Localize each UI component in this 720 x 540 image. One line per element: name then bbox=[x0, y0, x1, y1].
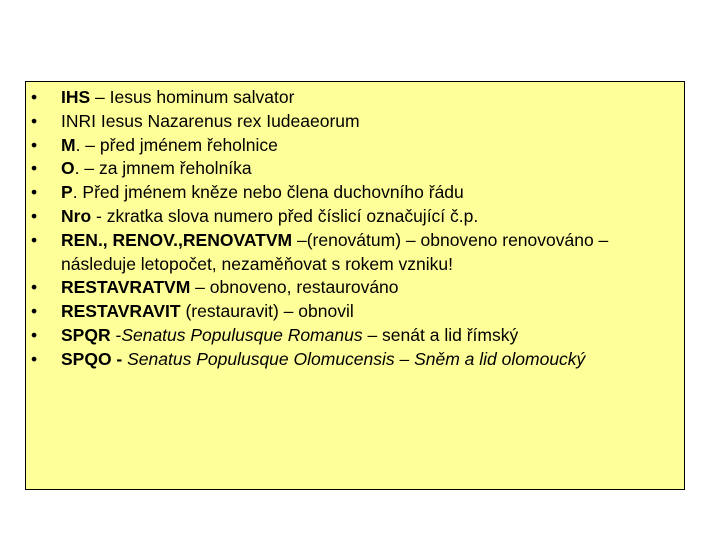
item-term: IHS bbox=[61, 87, 91, 107]
list-item bbox=[26, 348, 684, 372]
bullet-icon: • bbox=[31, 301, 38, 322]
list-item bbox=[26, 229, 684, 277]
item-term: RESTAVRATVM bbox=[61, 277, 191, 298]
item-text: - bbox=[110, 324, 122, 345]
bullet-icon: • bbox=[31, 182, 38, 203]
list-item bbox=[26, 86, 684, 110]
content-box bbox=[25, 81, 685, 490]
item-text: – obnoveno, restaurováno bbox=[190, 277, 399, 298]
list-item bbox=[26, 181, 684, 205]
item-text: – Iesus hominum salvator bbox=[90, 87, 295, 107]
item-term: SPQO - bbox=[61, 348, 128, 369]
list-item bbox=[26, 300, 684, 324]
list-item bbox=[26, 324, 684, 348]
abbreviation-list bbox=[26, 86, 684, 372]
item-term: P bbox=[61, 182, 73, 203]
bullet-icon: • bbox=[31, 324, 38, 345]
bullet-icon: • bbox=[31, 158, 38, 179]
item-term: M bbox=[61, 134, 76, 155]
list-item bbox=[26, 110, 684, 134]
item-text: . – před jménem řeholnice bbox=[75, 134, 278, 155]
bullet-icon: • bbox=[31, 87, 38, 107]
list-item bbox=[26, 157, 684, 181]
item-term: SPQR bbox=[61, 324, 111, 345]
bullet-icon: • bbox=[31, 205, 38, 226]
bullet-icon: • bbox=[31, 348, 38, 369]
list-item bbox=[26, 205, 684, 229]
list-item bbox=[26, 134, 684, 158]
item-text: . Před jménem kněze nebo člena duchovního řádu bbox=[72, 182, 464, 203]
item-text: - zkratka slova numero před číslicí označující č.p. bbox=[91, 205, 479, 226]
item-term: O bbox=[61, 158, 75, 179]
bullet-icon: • bbox=[31, 229, 38, 250]
list-item bbox=[26, 276, 684, 300]
item-latin: Senatus Populusque Olomucensis – Sněm a lid olomoucký bbox=[127, 348, 586, 369]
item-text: INRI Iesus Nazarenus rex Iudeaeorum bbox=[61, 110, 360, 131]
item-latin: Senatus Populusque Romanus bbox=[121, 324, 363, 345]
item-term: RESTAVRAVIT bbox=[61, 301, 181, 322]
item-text: –(renovátum) – obnoveno renovováno – následuje letopočet, nezaměňovat s rokem vzniku! bbox=[61, 229, 609, 274]
item-term: Nro bbox=[61, 205, 92, 226]
item-term: REN., RENOV.,RENOVATVM bbox=[61, 229, 293, 250]
bullet-icon: • bbox=[31, 277, 38, 298]
item-text: (restauravit) – obnovil bbox=[180, 301, 354, 322]
bullet-icon: • bbox=[31, 110, 38, 131]
item-text: . – za jmnem řeholníka bbox=[74, 158, 252, 179]
item-translation: – senát a lid římský bbox=[362, 324, 519, 345]
bullet-icon: • bbox=[31, 134, 38, 155]
